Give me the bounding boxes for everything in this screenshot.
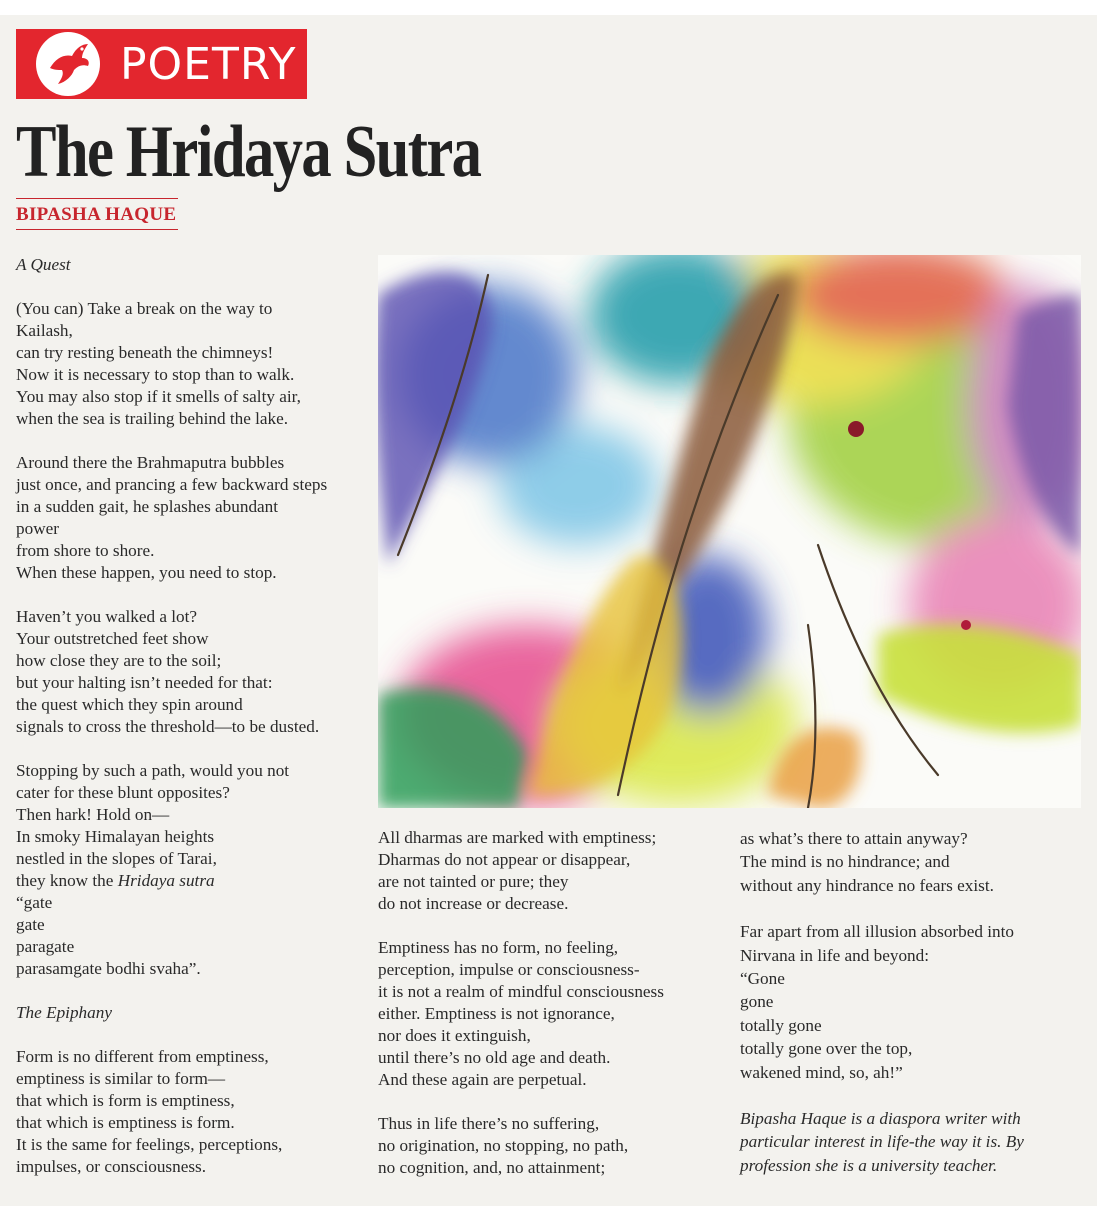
- author-byline: BIPASHA HAQUE: [16, 198, 178, 230]
- stanza: Far apart from all illusion absorbed into Nirvana in life and beyond: “Gone gone totally gone totally gone over the top, wakened mind, so, ah!”: [740, 922, 1014, 1082]
- stanza-text: “gate gate paragate parasamgate bodhi svaha”.: [16, 893, 201, 978]
- sutra-emphasis: Hridaya sutra: [117, 871, 215, 890]
- poem-subtitle: A Quest: [16, 255, 71, 274]
- poem-column-3: [740, 827, 1080, 1177]
- stanza: as what’s there to attain anyway? The mind is no hindrance; and without any hindrance no fears exist.: [740, 829, 994, 895]
- section-label: POETRY: [120, 38, 297, 90]
- stanza: Around there the Brahmaputra bubbles just once, and prancing a few backward steps in a sudden gait, he splashes abundant power from shore to shore. When these happen, you need to stop.: [16, 453, 328, 582]
- article-title: The Hridaya Sutra: [16, 111, 481, 193]
- stanza: Emptiness has no form, no feeling, perception, impulse or consciousness- it is not a realm of mindful consciousness either. Emptiness is not ignorance, nor does it extinguish, until there’s no old age and death. And these again are perpetual.: [378, 938, 664, 1089]
- stanza-text: Stopping by such a path, would you not cater for these blunt opposites? Then hark! Hold on— In smoky Himalayan heights nestled in the slopes of Tarai, they know the: [16, 761, 290, 890]
- poem-column-1: [16, 254, 364, 1178]
- stanza: [16, 760, 364, 980]
- section-badge: [16, 29, 307, 99]
- stanza: (You can) Take a break on the way to Kailash, can try resting beneath the chimneys! Now it is necessary to stop than to walk. You may also stop if it smells of salty air, when the sea is trailing behind the lake.: [16, 299, 301, 428]
- stanza: Thus in life there’s no suffering, no origination, no stopping, no path, no cognition, and, no attainment;: [378, 1114, 629, 1177]
- stanza: All dharmas are marked with emptiness; Dharmas do not appear or disappear, are not tainted or pure; they do not increase or decrease.: [378, 828, 657, 913]
- poem-column-2: [378, 827, 718, 1179]
- poem-subtitle: The Epiphany: [16, 1003, 112, 1022]
- watercolor-feathers-illustration: [378, 255, 1081, 808]
- author-bio: Bipasha Haque is a diaspora writer with particular interest in life-the way it is. By profession she is a university teacher.: [740, 1109, 1024, 1175]
- stanza: Form is no different from emptiness, emptiness is similar to form— that which is form is emptiness, that which is emptiness is form. It is the same for feelings, perceptions, impulses, or consciousness.: [16, 1047, 283, 1176]
- bird-logo-icon: [36, 32, 100, 96]
- stanza: Haven’t you walked a lot? Your outstretched feet show how close they are to the soil; but your halting isn’t needed for that: the quest which they spin around signals to cross the threshold—to be dusted.: [16, 607, 320, 736]
